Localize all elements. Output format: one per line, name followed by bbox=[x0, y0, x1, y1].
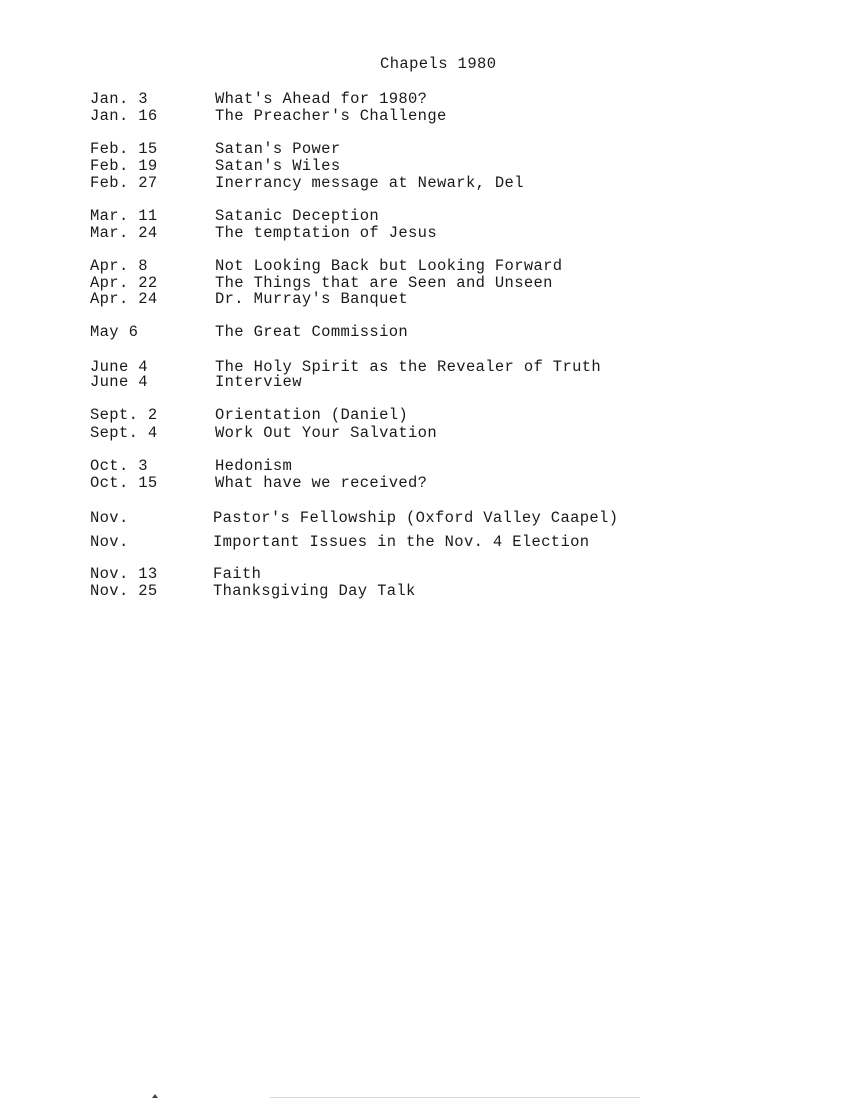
page-title: Chapels 1980 bbox=[380, 55, 497, 73]
entry-date: Mar. 24 bbox=[90, 224, 158, 242]
entry-date: May 6 bbox=[90, 323, 139, 341]
entry-date: Nov. bbox=[90, 533, 129, 551]
entry-title: Orientation (Daniel) bbox=[215, 406, 409, 424]
entry-date: Oct. 15 bbox=[90, 474, 158, 492]
entry-date: Nov. bbox=[90, 509, 129, 527]
entry-date: Jan. 3 bbox=[90, 90, 148, 108]
entry-date: Jan. 16 bbox=[90, 107, 158, 125]
entry-title: Satanic Deception bbox=[215, 207, 380, 225]
entry-date: Sept. 4 bbox=[90, 424, 158, 442]
entry-title: What have we received? bbox=[215, 474, 428, 492]
entry-date: June 4 bbox=[90, 358, 148, 376]
entry-title: Inerrancy message at Newark, Del bbox=[215, 174, 524, 192]
entry-title: Satan's Power bbox=[215, 140, 341, 158]
entry-date: Oct. 3 bbox=[90, 457, 148, 475]
entry-date: Feb. 27 bbox=[90, 174, 158, 192]
entry-title: Work Out Your Salvation bbox=[215, 424, 437, 442]
entry-title: Thanksgiving Day Talk bbox=[213, 582, 416, 600]
entry-title: The Things that are Seen and Unseen bbox=[215, 274, 553, 292]
entry-title: Faith bbox=[213, 565, 262, 583]
entry-date: Nov. 13 bbox=[90, 565, 158, 583]
entry-date: Apr. 22 bbox=[90, 274, 158, 292]
entry-date: Mar. 11 bbox=[90, 207, 158, 225]
entry-date: Nov. 25 bbox=[90, 582, 158, 600]
entry-title: Hedonism bbox=[215, 457, 293, 475]
entry-title: The Preacher's Challenge bbox=[215, 107, 447, 125]
entry-title: Pastor's Fellowship (Oxford Valley Caapel) bbox=[213, 509, 619, 527]
scan-artifact-line bbox=[270, 1097, 640, 1098]
entry-title: The Great Commission bbox=[215, 323, 409, 341]
scan-mark bbox=[152, 1094, 158, 1098]
entry-date: Apr. 8 bbox=[90, 257, 148, 275]
entry-title: Not Looking Back but Looking Forward bbox=[215, 257, 563, 275]
entry-title: Important Issues in the Nov. 4 Election bbox=[213, 533, 590, 551]
entry-date: Feb. 19 bbox=[90, 157, 158, 175]
entry-title: What's Ahead for 1980? bbox=[215, 90, 428, 108]
entry-date: Feb. 15 bbox=[90, 140, 158, 158]
entry-date: Sept. 2 bbox=[90, 406, 158, 424]
entry-title: Interview bbox=[215, 373, 302, 391]
entry-title: Dr. Murray's Banquet bbox=[215, 290, 409, 308]
entry-title: The Holy Spirit as the Revealer of Truth bbox=[215, 358, 602, 376]
entry-title: Satan's Wiles bbox=[215, 157, 341, 175]
entry-title: The temptation of Jesus bbox=[215, 224, 437, 242]
entry-date: Apr. 24 bbox=[90, 290, 158, 308]
entry-date: June 4 bbox=[90, 373, 148, 391]
